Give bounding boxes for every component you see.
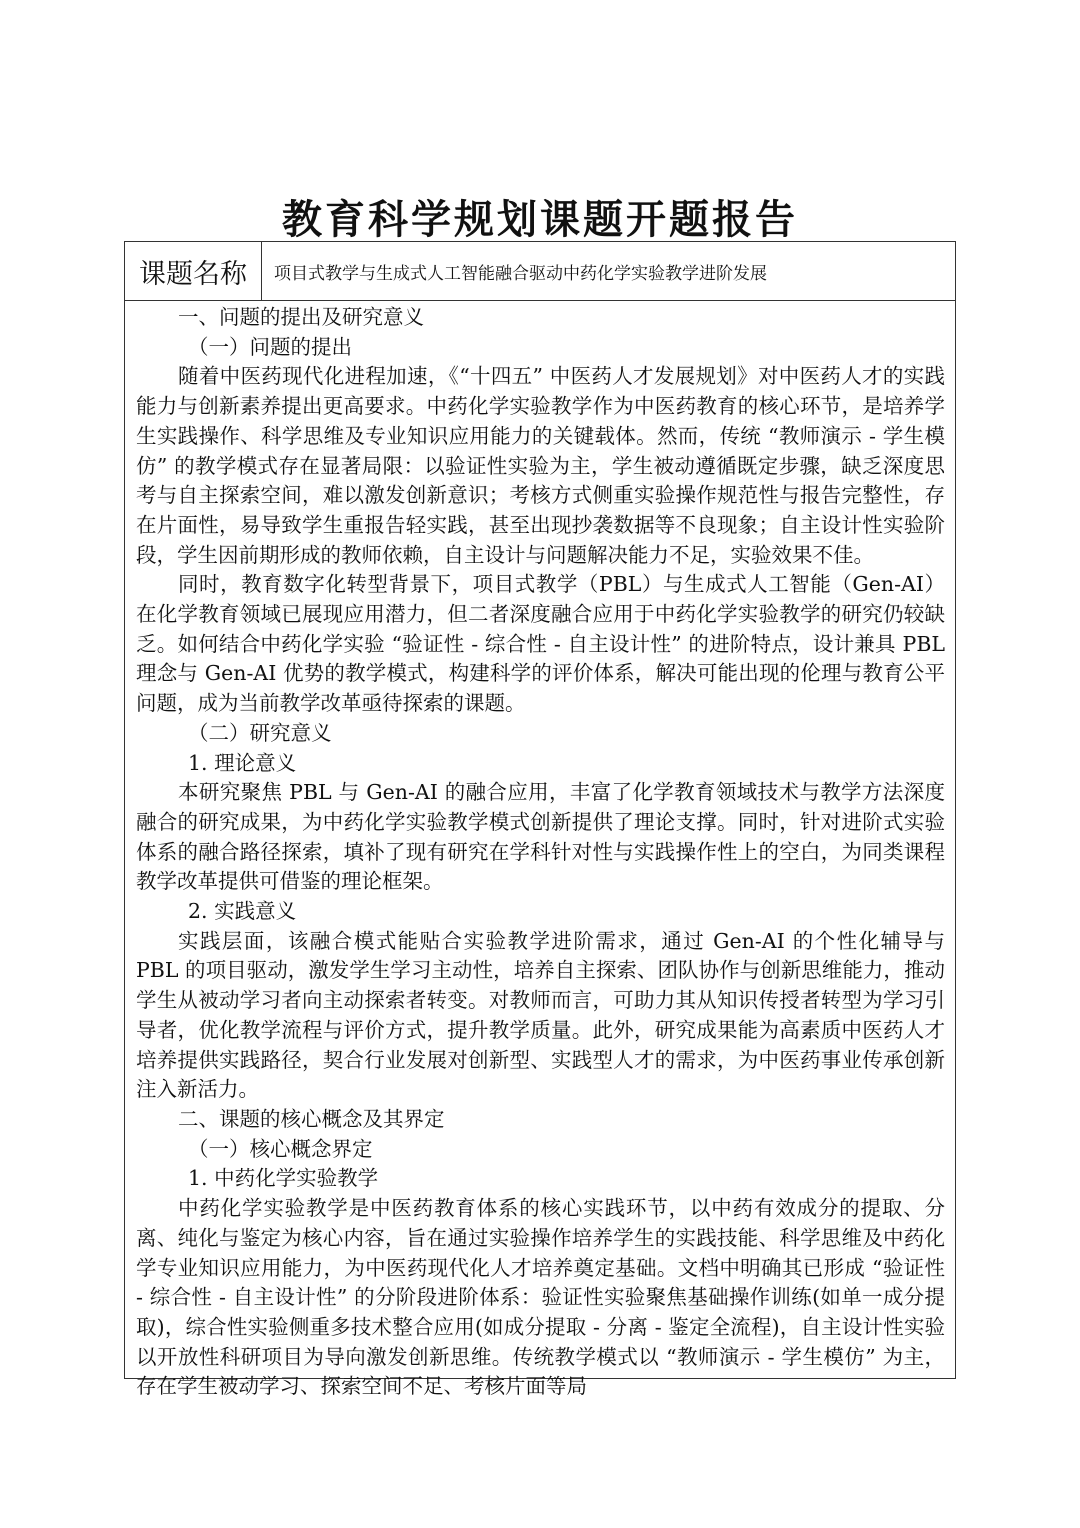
paragraph-4: 实践层面，该融合模式能贴合实验教学进阶需求，通过 Gen-AI 的个性化辅导与 PBL 的项目驱动，激发学生学习主动性，培养自主探索、团队协作与创新思维能力，推动学生从被动学习者向主动探索者转变。对教师而言，可助力其从知识传授者转型为学习引导者，优化教学流程与评价方式，提升教学质量。此外，研究成果能为高素质中医药人才培养提供实践路径，契合行业发展对创新型、实践型人才的需求，为中医药事业传承创新注入新活力。 [136, 928, 945, 1102]
subsection-heading-2-1: （一）核心概念界定 [188, 1136, 373, 1161]
item-heading-tcm-lab: 1. 中药化学实验教学 [188, 1166, 379, 1191]
paragraph-3: 本研究聚焦 PBL 与 Gen-AI 的融合应用，丰富了化学教育领域技术与教学方法深度融合的研究成果，为中药化学实验教学模式创新提供了理论支撑。同时，针对进阶式实验体系的融合路径探索，填补了现有研究在学科针对性与实践操作性上的空白，为同类课程教学改革提供可借鉴的理论框架。 [136, 780, 945, 894]
subsection-heading-1-1: （一）问题的提出 [188, 334, 352, 359]
section-heading-1: 一、问题的提出及研究意义 [178, 305, 424, 329]
document-title: 教育科学规划课题开题报告 [282, 197, 798, 243]
paragraph-1: 随着中医药现代化进程加速，《“十四五” 中医药人才发展规划》对中医药人才的实践能力与创新素养提出更高要求。中药化学实验教学作为中医药教育的核心环节，是培养学生实践操作、科学思维及专业知识应用能力的关键载体。然而，传统 “教师演示 - 学生模仿” 的教学模式存在显著局限：以验证性实验为主，学生被动遵循既定步骤，缺乏深度思考与自主探索空间，难以激发创新意识；考核方式侧重实验操作规范性与报告完整性，存在片面性，易导致学生重报告轻实践，甚至出现抄袭数据等不良现象；自主设计性实验阶段，学生因前期形成的教师依赖，自主设计与问题解决能力不足，实验效果不佳。 [136, 364, 945, 567]
topic-row [125, 242, 955, 301]
paragraph-5: 中药化学实验教学是中医药教育体系的核心实践环节，以中药有效成分的提取、分离、纯化与鉴定为核心内容，旨在通过实验操作培养学生的实践技能、科学思维及中药化学专业知识应用能力，为中医药现代化人才培养奠定基础。文档中明确其已形成 “验证性 - 综合性 - 自主设计性” 的分阶段进阶体系：验证性实验聚焦基础操作训练(如单一成分提取)，综合性实验侧重多技术整合应用(如成分提取 - 分离 - 鉴定全流程)，自主设计性实验以开放性科研项目为导向激发创新思维。传统教学模式以 “教师演示 - 学生模仿” 为主，存在学生被动学习、探索空间不足、考核片面等局 [136, 1196, 945, 1399]
item-heading-practice: 2. 实践意义 [188, 899, 297, 924]
report-body [125, 301, 955, 1402]
topic-value: 项目式教学与生成式人工智能融合驱动中药化学实验教学进阶发展 [274, 263, 767, 284]
item-heading-theory: 1. 理论意义 [188, 750, 297, 775]
subsection-heading-1-2: （二）研究意义 [188, 720, 332, 745]
report-table [124, 241, 956, 1399]
paragraph-2: 同时，教育数字化转型背景下，项目式教学（PBL）与生成式人工智能（Gen-AI）在化学教育领域已展现应用潜力，但二者深度融合应用于中药化学实验教学的研究仍较缺乏。如何结合中药化学实验 “验证性 - 综合性 - 自主设计性” 的进阶特点，设计兼具 PBL 理念与 Gen-AI 优势的教学模式，构建科学的评价体系，解决可能出现的伦理与教育公平问题，成为当前教学改革亟待探索的课题。 [136, 572, 945, 716]
topic-label: 课题名称 [125, 242, 262, 300]
section-heading-2: 二、课题的核心概念及其界定 [178, 1106, 445, 1131]
